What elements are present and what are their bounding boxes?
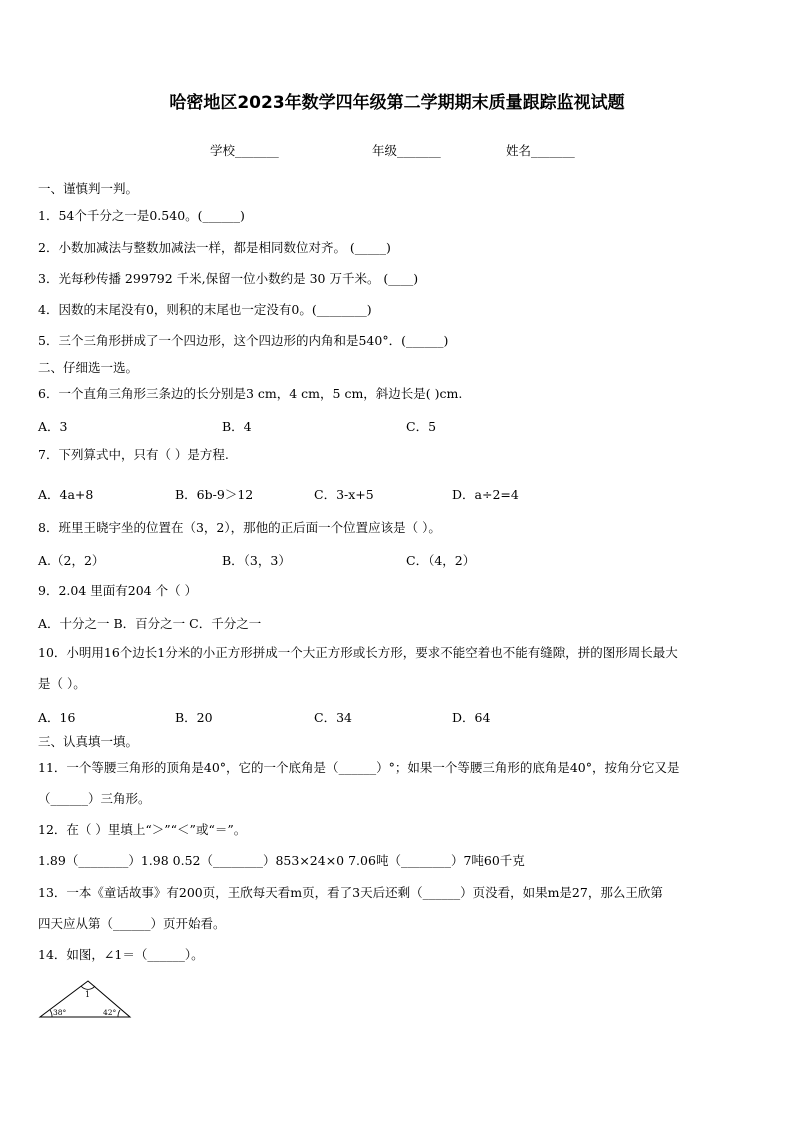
grade-label: 年级 — [372, 143, 398, 158]
question-7: 7．下列算式中，只有（ ）是方程. — [38, 447, 229, 462]
q10-option-a: A．16 — [38, 710, 76, 725]
left-angle-arc — [50, 1010, 52, 1017]
section-1-heading: 一、谨慎判一判。 — [38, 181, 139, 196]
question-2: 2．小数加减法与整数加减法一样，都是相同数位对齐。 (_____) — [38, 240, 391, 255]
grade-field — [372, 141, 441, 159]
name-field — [506, 141, 575, 159]
question-13-line-2: 四天应从第（______）页开始看。 — [38, 916, 226, 931]
question-10-line-2: 是（ ）。 — [38, 676, 86, 691]
question-10-line-1: 10．小明用16个边长1分米的小正方形拼成一个大正方形或长方形，要求不能空着也不能有缝隙，拼的图形周长最大 — [38, 645, 678, 660]
q10-option-d: D．64 — [452, 710, 491, 725]
angle-1-label: 1 — [85, 990, 91, 999]
grade-blank: _______ — [397, 143, 441, 158]
section-2-heading: 二、仔细选一选。 — [38, 360, 139, 375]
question-3: 3．光每秒传播 299792 千米,保留一位小数约是 30 万千米。 (____) — [38, 271, 419, 286]
school-field — [210, 141, 279, 159]
question-12-items: 1.89（________）1.98 0.52（________）853×24×0 7.06吨（________）7吨60千克 — [38, 853, 525, 868]
q8-option-a: A.（2，2） — [38, 553, 105, 568]
name-label: 姓名 — [506, 143, 532, 158]
q8-option-b: B．（3，3） — [222, 553, 291, 568]
question-4: 4．因数的末尾没有0，则积的末尾也一定没有0。(________) — [38, 302, 372, 317]
school-blank: _______ — [235, 143, 279, 158]
q8-option-c: C．（4，2） — [406, 553, 476, 568]
q6-option-b: B．4 — [222, 419, 252, 434]
q7-option-c: C．3-x+5 — [314, 487, 374, 502]
q10-option-c: C．34 — [314, 710, 352, 725]
section-3-heading: 三、认真填一填。 — [38, 734, 139, 749]
question-12: 12．在（ ）里填上“＞”“＜”或“＝”。 — [38, 822, 247, 837]
left-angle-label: 38° — [53, 1008, 67, 1017]
q6-option-a: A．3 — [38, 419, 68, 434]
school-label: 学校 — [210, 143, 236, 158]
question-5: 5．三个三角形拼成了一个四边形，这个四边形的内角和是540°．(______) — [38, 333, 449, 348]
q7-option-d: D．a÷2=4 — [452, 487, 519, 502]
name-blank: _______ — [531, 143, 575, 158]
question-1: 1．54个千分之一是0.540。(______) — [38, 208, 245, 223]
question-9: 9．2.04 里面有204 个（ ） — [38, 583, 198, 598]
q7-option-a: A．4a+8 — [38, 487, 94, 502]
q9-options: A．十分之一 B．百分之一 C．千分之一 — [38, 616, 262, 631]
question-6: 6．一个直角三角形三条边的长分别是3 cm，4 cm，5 cm，斜边长是( )cm. — [38, 386, 463, 401]
question-13-line-1: 13．一本《童话故事》有200页，王欣每天看m页，看了3天后还剩（______）页没看，如果m是27，那么王欣第 — [38, 885, 663, 900]
page-title: 哈密地区2023年数学四年级第二学期期末质量跟踪监视试题 — [169, 93, 625, 113]
question-8: 8．班里王晓宇坐的位置在（3，2），那他的正后面一个位置应该是（ ）。 — [38, 520, 441, 535]
question-14: 14．如图，∠1＝（______）。 — [38, 947, 204, 962]
question-11-line-2: （______）三角形。 — [38, 791, 151, 806]
angle-1-arc — [81, 986, 95, 989]
right-angle-label: 42° — [103, 1008, 117, 1017]
q6-option-c: C．5 — [406, 419, 437, 434]
q10-option-b: B．20 — [175, 710, 213, 725]
q7-option-b: B．6b-9＞12 — [175, 487, 254, 502]
triangle-diagram — [38, 978, 138, 1022]
question-11-line-1: 11．一个等腰三角形的顶角是40°，它的一个底角是（______）°；如果一个等腰三角形的底角是40°，按角分它又是 — [38, 760, 680, 775]
right-angle-arc — [118, 1010, 120, 1017]
